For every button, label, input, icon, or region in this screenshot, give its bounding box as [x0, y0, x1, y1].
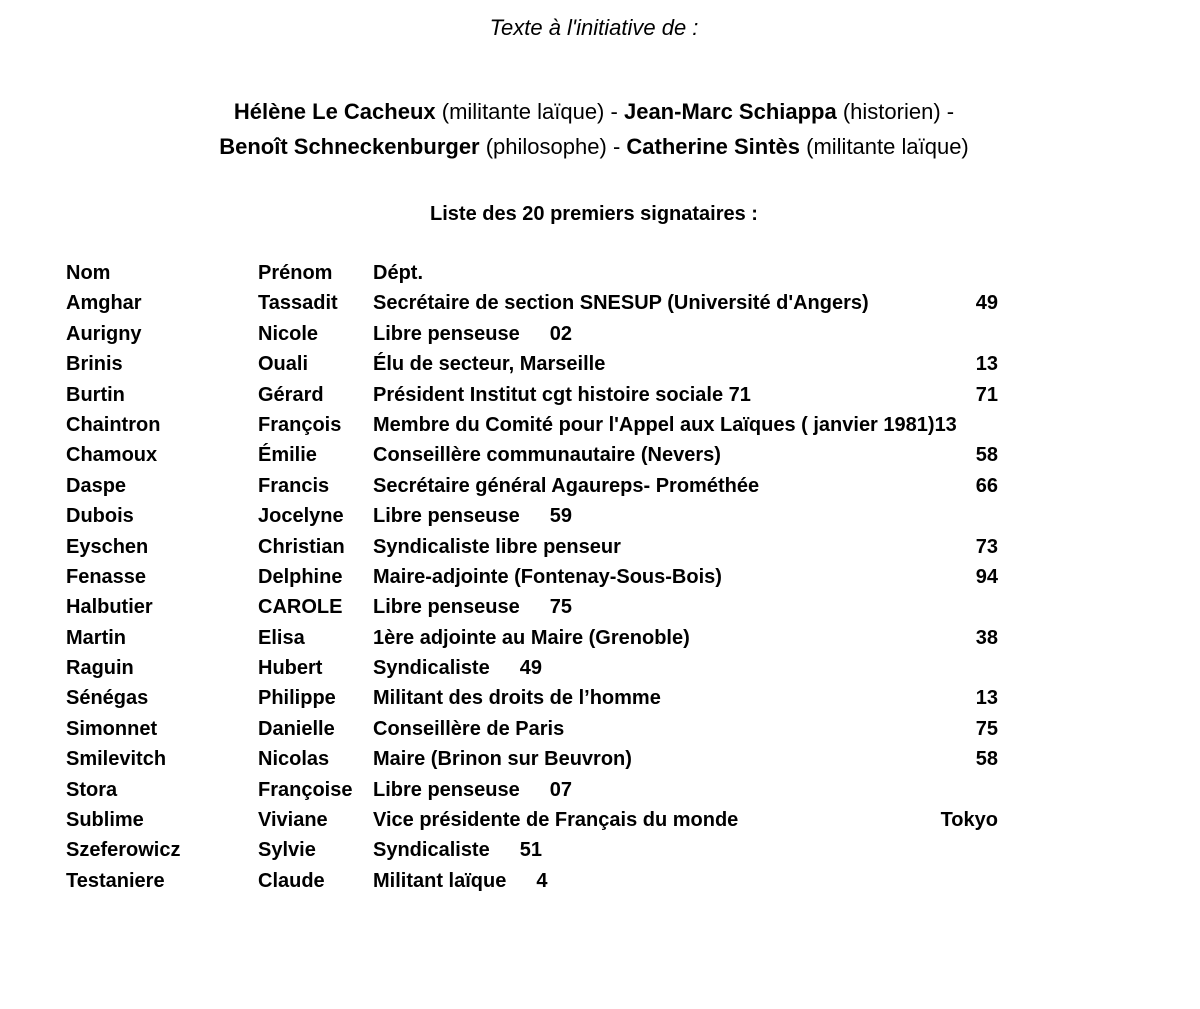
cell-prenom: Christian — [258, 535, 345, 558]
cell-role — [373, 866, 547, 896]
cell-nom: Burtin — [66, 383, 125, 406]
cell-nom: Dubois — [66, 505, 134, 528]
cell-prenom: Francis — [258, 474, 330, 497]
cell-dept: 71 — [975, 383, 998, 406]
cell-nom: Szeferowicz — [66, 839, 181, 862]
cell-role-text: Libre penseuse — [373, 322, 520, 345]
author-separator: - — [610, 99, 618, 124]
cell-role-text: Maire (Brinon sur Beuvron) — [373, 748, 632, 771]
author-role: (philosophe) — [485, 134, 607, 159]
table-row — [66, 805, 1026, 835]
cell-role — [373, 805, 738, 835]
table-row — [66, 349, 1026, 379]
cell-role-text: Conseillère de Paris — [373, 717, 565, 740]
cell-dept: 94 — [975, 565, 998, 588]
table-row — [66, 440, 1026, 470]
cell-dept: 58 — [975, 444, 998, 467]
cell-nom: Halbutier — [66, 596, 153, 619]
table-row — [66, 835, 1026, 865]
header-dept: Dépt. — [373, 262, 423, 284]
table-row — [66, 775, 1026, 805]
cell-prenom: Philippe — [258, 687, 336, 710]
cell-nom: Aurigny — [66, 322, 142, 345]
cell-nom: Simonnet — [66, 717, 158, 740]
cell-prenom: Hubert — [258, 657, 323, 680]
table-row — [66, 532, 1026, 562]
cell-prenom: Gérard — [258, 383, 324, 406]
cell-dept: 07 — [549, 778, 572, 801]
cell-dept: 49 — [975, 292, 998, 315]
cell-nom: Raguin — [66, 657, 134, 680]
table-row — [66, 410, 1026, 440]
cell-dept: 4 — [536, 869, 548, 892]
cell-dept: 13 — [975, 687, 998, 710]
cell-nom: Brinis — [66, 353, 123, 376]
cell-role-text: Vice présidente de Français du monde — [373, 809, 739, 832]
cell-dept: 75 — [975, 717, 998, 740]
cell-prenom: Delphine — [258, 565, 343, 588]
cell-prenom: Nicole — [258, 322, 319, 345]
cell-role-text: Militant laïque — [373, 869, 507, 892]
author-separator: - — [946, 99, 955, 124]
header-prenom: Prénom — [258, 262, 333, 284]
table-row — [66, 288, 1026, 318]
cell-role — [373, 562, 722, 592]
authors-line-2 — [0, 129, 1188, 164]
cell-role-text: Secrétaire général Agaureps- Prométhée — [373, 474, 760, 497]
cell-role — [373, 288, 869, 318]
cell-prenom: Nicolas — [258, 748, 330, 771]
signatories-table — [66, 258, 1026, 896]
cell-role-text: Secrétaire de section SNESUP (Université d'Angers) — [373, 292, 869, 315]
cell-nom: Sénégas — [66, 687, 149, 710]
author-role: (militante laïque) — [441, 99, 605, 124]
table-row — [66, 744, 1026, 774]
table-row — [66, 683, 1026, 713]
cell-dept: 75 — [549, 596, 572, 619]
cell-role-text: 1ère adjointe au Maire (Grenoble) — [373, 626, 690, 649]
author-separator: - — [612, 134, 621, 159]
cell-role-text: Membre du Comité pour l'Appel aux Laïques ( janvier 1981) — [373, 413, 935, 436]
cell-nom: Chamoux — [66, 444, 158, 467]
cell-role-text: Conseillère communautaire (Nevers) — [373, 444, 721, 467]
cell-role-text: Élu de secteur, Marseille — [373, 353, 606, 376]
cell-dept: 13 — [975, 353, 998, 376]
cell-prenom: Tassadit — [258, 292, 338, 315]
cell-role — [373, 775, 572, 805]
author-name: Catherine Sintès — [626, 134, 800, 159]
authors-line-1 — [0, 94, 1188, 129]
cell-role — [373, 349, 605, 379]
cell-dept: 51 — [519, 839, 542, 862]
author-role: (historien) — [842, 99, 941, 124]
cell-role-text: Syndicaliste libre penseur — [373, 535, 621, 558]
cell-nom: Chaintron — [66, 413, 161, 436]
table-row — [66, 319, 1026, 349]
cell-prenom: Sylvie — [258, 839, 316, 862]
cell-dept: 73 — [975, 535, 998, 558]
cell-role — [373, 623, 690, 653]
cell-role — [373, 410, 957, 440]
cell-role-text: Libre penseuse — [373, 778, 520, 801]
cell-nom: Martin — [66, 626, 126, 649]
author-name: Hélène Le Cacheux — [233, 99, 436, 124]
table-row — [66, 471, 1026, 501]
cell-prenom: Claude — [258, 869, 325, 892]
cell-prenom: Émilie — [258, 444, 317, 467]
cell-role — [373, 471, 759, 501]
authors-block — [0, 94, 1188, 164]
signatories-title: Liste des 20 premiers signataires : — [430, 203, 758, 225]
table-row — [66, 714, 1026, 744]
cell-dept: 49 — [519, 657, 542, 680]
cell-dept: 58 — [975, 748, 998, 771]
cell-role — [373, 714, 564, 744]
cell-role — [373, 380, 751, 410]
cell-role — [373, 653, 542, 683]
cell-nom: Testaniere — [66, 869, 165, 892]
cell-role-text: Syndicaliste — [373, 657, 490, 680]
cell-role-text: Président Institut cgt histoire sociale 71 — [373, 383, 751, 406]
table-row — [66, 592, 1026, 622]
cell-prenom: CAROLE — [258, 596, 343, 619]
table-row — [66, 501, 1026, 531]
cell-dept: 02 — [549, 322, 572, 345]
intro-line: Texte à l'initiative de : — [489, 15, 699, 40]
cell-role — [373, 592, 572, 622]
cell-dept: 13 — [934, 413, 957, 436]
author-role: (militante laïque) — [806, 134, 969, 159]
cell-role-text: Maire-adjointe (Fontenay-Sous-Bois) — [373, 565, 722, 588]
cell-nom: Stora — [66, 778, 118, 801]
cell-role — [373, 683, 661, 713]
author-name: Benoît Schneckenburger — [219, 134, 480, 159]
table-header-row — [66, 258, 1026, 288]
cell-prenom: Viviane — [258, 809, 328, 832]
cell-prenom: Jocelyne — [258, 505, 344, 528]
cell-role — [373, 532, 621, 562]
cell-role-text: Libre penseuse — [373, 596, 520, 619]
cell-role — [373, 440, 721, 470]
cell-dept: Tokyo — [940, 809, 998, 832]
cell-nom: Smilevitch — [66, 748, 167, 771]
table-row — [66, 866, 1026, 896]
cell-prenom: François — [258, 413, 342, 436]
table-row — [66, 380, 1026, 410]
cell-prenom: Ouali — [258, 353, 309, 376]
cell-role-text: Libre penseuse — [373, 505, 520, 528]
cell-nom: Amghar — [66, 292, 142, 315]
table-row — [66, 623, 1026, 653]
cell-prenom: Françoise — [258, 778, 353, 801]
cell-role-text: Militant des droits de l’homme — [373, 687, 661, 710]
cell-nom: Daspe — [66, 474, 127, 497]
cell-prenom: Elisa — [258, 626, 305, 649]
cell-role — [373, 744, 632, 774]
cell-nom: Fenasse — [66, 565, 147, 588]
cell-role — [373, 319, 572, 349]
cell-dept: 66 — [975, 474, 998, 497]
author-name: Jean-Marc Schiappa — [623, 99, 837, 124]
cell-nom: Eyschen — [66, 535, 149, 558]
cell-prenom: Danielle — [258, 717, 335, 740]
table-row — [66, 562, 1026, 592]
cell-role-text: Syndicaliste — [373, 839, 490, 862]
cell-dept: 38 — [975, 626, 998, 649]
cell-role — [373, 501, 572, 531]
cell-nom: Sublime — [66, 809, 144, 832]
cell-role — [373, 835, 542, 865]
header-nom: Nom — [66, 262, 111, 284]
table-row — [66, 653, 1026, 683]
cell-dept: 59 — [549, 505, 572, 528]
